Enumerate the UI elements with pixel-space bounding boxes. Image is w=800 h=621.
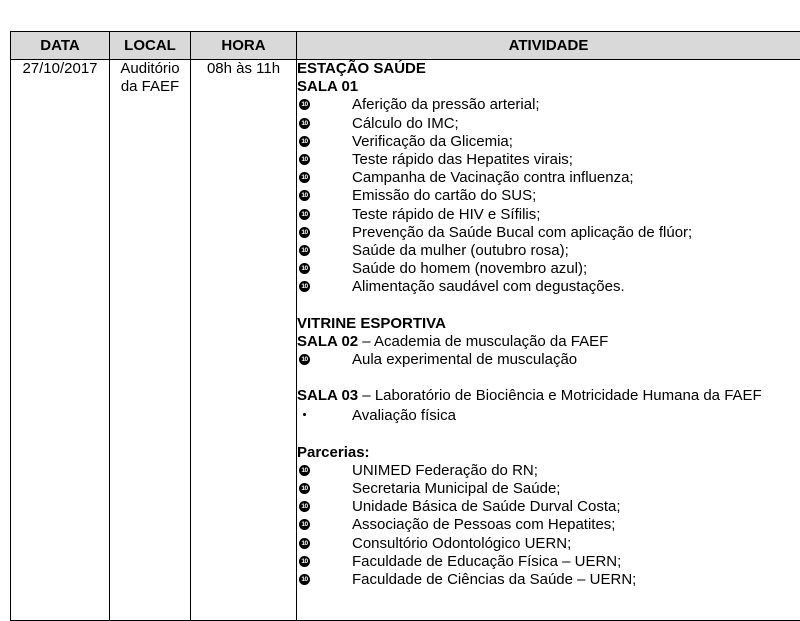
circled-ten-bullet-icon: 10	[299, 354, 310, 365]
circled-ten-bullet-icon: 10	[299, 154, 310, 165]
circled-ten-bullet-icon: 10	[299, 118, 310, 129]
list-item	[297, 498, 800, 516]
list-item	[297, 351, 800, 369]
circled-ten-bullet-icon: 10	[299, 209, 310, 220]
header-atividade: ATIVIDADE	[297, 32, 800, 60]
estacao-title: ESTAÇÃO SAÚDE	[297, 60, 800, 78]
circled-ten-bullet-icon: 10	[299, 519, 310, 530]
hora-cell: 08h às 11h	[191, 60, 297, 621]
list-item	[297, 571, 800, 589]
list-item-text: Saúde da mulher (outubro rosa);	[352, 242, 569, 259]
sala03-item: Avaliação física	[352, 407, 456, 424]
vitrine-title: VITRINE ESPORTIVA	[297, 315, 800, 333]
circled-ten-bullet-icon: 10	[299, 99, 310, 110]
sala03-label: SALA 03	[297, 387, 358, 404]
circled-ten-bullet-icon: 10	[299, 263, 310, 274]
header-hora: HORA	[191, 32, 297, 60]
sala02-label: SALA 02	[297, 333, 358, 350]
sala02-line	[297, 333, 800, 351]
list-item-text: Aferição da pressão arterial;	[352, 96, 540, 113]
list-item	[297, 516, 800, 534]
list-item-text: Consultório Odontológico UERN;	[352, 535, 571, 552]
list-item	[297, 169, 800, 187]
table-row	[11, 60, 800, 621]
list-item	[297, 535, 800, 553]
list-item-text: Verificação da Glicemia;	[352, 133, 513, 150]
list-item	[297, 278, 800, 296]
list-item	[297, 187, 800, 205]
list-item	[297, 480, 800, 498]
list-item	[297, 224, 800, 242]
list-item	[297, 115, 800, 133]
date-cell: 27/10/2017	[11, 60, 110, 621]
circled-ten-bullet-icon: 10	[299, 281, 310, 292]
activity-cell	[297, 60, 800, 621]
list-item	[297, 133, 800, 151]
circled-ten-bullet-icon: 10	[299, 172, 310, 183]
sala01-label: SALA 01	[297, 78, 800, 96]
circled-ten-bullet-icon: 10	[299, 465, 310, 476]
sala02-text: – Academia de musculação da FAEF	[358, 333, 608, 350]
circled-ten-bullet-icon: 10	[299, 574, 310, 585]
list-item-text: Associação de Pessoas com Hepatites;	[352, 516, 615, 533]
header-row	[11, 32, 800, 60]
header-local: LOCAL	[110, 32, 191, 60]
circled-ten-bullet-icon: 10	[299, 556, 310, 567]
list-item-text: UNIMED Federação do RN;	[352, 462, 538, 479]
sala03-text: – Laboratório de Biociência e Motricidade Humana da FAEF	[358, 387, 762, 404]
circled-ten-bullet-icon: 10	[299, 501, 310, 512]
circled-ten-bullet-icon: 10	[299, 538, 310, 549]
circled-ten-bullet-icon: 10	[299, 483, 310, 494]
local-cell: Auditório da FAEF	[110, 60, 191, 621]
list-item-text: Faculdade de Educação Física – UERN;	[352, 553, 621, 570]
schedule-table	[10, 31, 800, 621]
list-item-text: Campanha de Vacinação contra influenza;	[352, 169, 634, 186]
estacao-list	[297, 96, 800, 296]
list-item-text: Saúde do homem (novembro azul);	[352, 260, 587, 277]
dot-bullet-icon	[303, 413, 306, 416]
list-item-text: Teste rápido de HIV e Sífilis;	[352, 206, 540, 223]
circled-ten-bullet-icon: 10	[299, 227, 310, 238]
list-item-text: Emissão do cartão do SUS;	[352, 187, 536, 204]
circled-ten-bullet-icon: 10	[299, 245, 310, 256]
list-item-text: Prevenção da Saúde Bucal com aplicação de flúor;	[352, 224, 692, 241]
list-item	[297, 407, 800, 425]
list-item-text: Secretaria Municipal de Saúde;	[352, 480, 560, 497]
list-item	[297, 151, 800, 169]
list-item	[297, 462, 800, 480]
list-item-text: Alimentação saudável com degustações.	[352, 278, 625, 295]
list-item	[297, 260, 800, 278]
list-item-text: Faculdade de Ciências da Saúde – UERN;	[352, 571, 636, 588]
list-item-text: Cálculo do IMC;	[352, 115, 459, 132]
list-item	[297, 553, 800, 571]
circled-ten-bullet-icon: 10	[299, 136, 310, 147]
list-item-text: Teste rápido das Hepatites virais;	[352, 151, 573, 168]
list-item-text: Unidade Básica de Saúde Durval Costa;	[352, 498, 621, 515]
header-data: DATA	[11, 32, 110, 60]
list-item	[297, 206, 800, 224]
sala02-item: Aula experimental de musculação	[352, 351, 577, 368]
sala03-line	[297, 387, 800, 405]
parcerias-list	[297, 462, 800, 589]
circled-ten-bullet-icon: 10	[299, 190, 310, 201]
list-item	[297, 96, 800, 114]
parcerias-title: Parcerias:	[297, 444, 800, 462]
list-item	[297, 242, 800, 260]
